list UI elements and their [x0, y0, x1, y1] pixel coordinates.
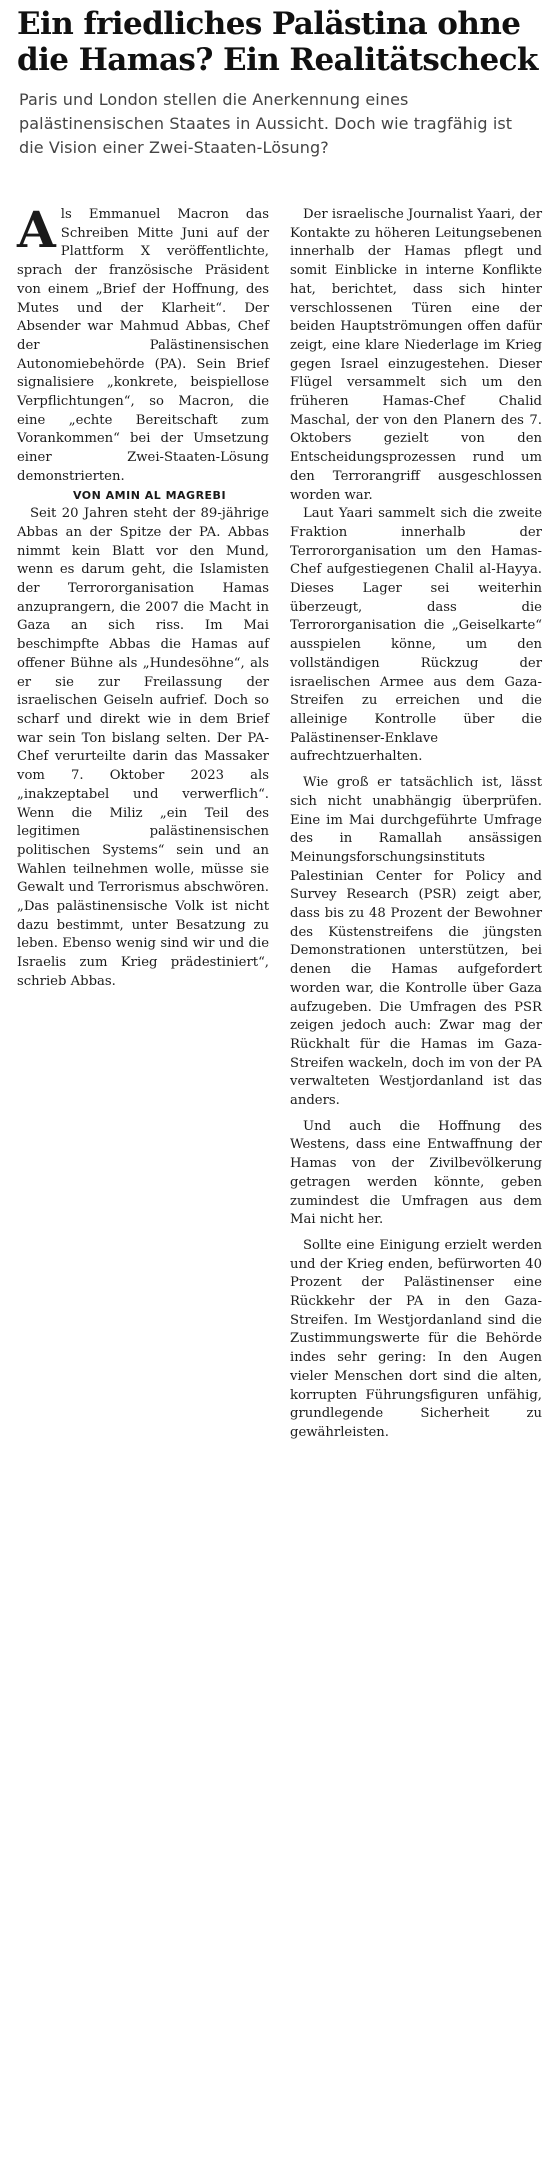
paragraph: Der israelische Journalist Yaari, der Kontakte zu höheren Leitungsebenen innerhalb der Hamas pflegt und somit Einblicke in interne Konflikte hat, berichtet, dass sich hinter verschlossenen Türen eine der beiden Hauptströmungen offen dafür zeigt, eine klare Niederlage im Krieg gegen Israel einzugestehen. Dieser Flügel versammelt sich um den früheren Hamas-Chef Chalid Maschal, der von den Planern des 7. Oktobers gezielt von den Entscheidungsprozessen rund um den Terrorangriff ausgeschlossen worden war. — [290, 207, 542, 503]
headline: Ein friedliches Palästina ohne die Hamas? Ein Realitätscheck — [17, 6, 538, 78]
paragraph: Und auch die Hoffnung des Westens, dass eine Entwaffnung der Hamas von der Zivilbevölkerung getragen werden könnte, geben zumindest die Umfragen aus dem Mai nicht her. — [290, 1118, 542, 1228]
column-right — [290, 206, 542, 1443]
paragraph: Wie groß er tatsächlich ist, lässt sich nicht unabhängig überprüfen. Eine im Mai durchgeführte Umfrage des in Ramallah ansässigen Meinungsforschungsinstituts Palestinian Center for Policy and Survey Research (PSR) zeigt aber, dass bis zu 48 Prozent der Bewohner des Küstenstreifens die jüngsten Demonstrationen unterstützen, bei denen die Hamas aufgefordert worden war, die Kontrolle über Gaza aufzugeben. Die Umfragen des PSR zeigen jedoch auch: Zwar mag der Rückhalt für die Hamas im Gaza-Streifen wackeln, doch im von der PA verwalteten Westjordanland ist das anders. — [290, 775, 542, 1109]
paragraph: Laut Yaari sammelt sich die zweite Fraktion innerhalb der Terrororganisation um den Hamas-Chef aufgestiegenen Chalil al-Hayya. Dieses Lager sei weiterhin überzeugt, dass die Terrororganisation die „Geiselkarte“ ausspielen könne, um den vollständigen Rückzug der israelischen Armee aus dem Gaza-Streifen zu erreichen und die alleinige Kontrolle über die Palästinenser-Enklave aufrechtzuerhalten. — [290, 506, 542, 765]
paragraph: Sollte eine Einigung erzielt werden und der Krieg enden, befürworten 40 Prozent der Palästinenser eine Rückkehr der PA in den Gaza-Streifen. Im Westjordanland sind die Zustimmungswerte für die Behörde indes sehr gering: In den Augen vieler Menschen dort sind die alten, korrupten Führungsfiguren unfähig, grundlegende Sicherheit zu gewährleisten. — [290, 1237, 542, 1440]
byline: VON AMIN AL MAGREBI — [72, 488, 227, 502]
paragraph: Seit 20 Jahren steht der 89-jährige Abbas an der Spitze der PA. Abbas nimmt kein Blatt vor den Mund, wenn es darum geht, die Islamisten der Terrororganisation Hamas anzuprangern, die 2007 die Macht in Gaza an sich riss. Im Mai beschimpfte Abbas die Hamas auf offener Bühne als „Hundesöhne“, als er sie zur Freilassung der israelischen Geiseln aufrief. Doch so scharf und direkt wie in dem Brief war sein Ton bislang selten. Der PA-Chef verurteilte darin das Massaker vom 7. Oktober 2023 als „inakzeptabel und verwerflich“. Wenn die Miliz „ein Teil des legitimen palästinensischen politischen Systems“ sein und an Wahlen teilnehmen wolle, müsse sie Gewalt und Terrorismus abschwören. „Das palästinensische Volk ist nicht dazu bestimmt, unter Besatzung zu leben. Ebenso wenig sind wir und die Israelis zum Krieg prädestiniert“, schrieb Abbas. — [17, 506, 269, 989]
intro-paragraph: Als Emmanuel Macron das Schreiben Mitte Juni auf der Plattform X veröffentlichte, sprach der französische Präsident von einem „Brief der Hoffnung, des Mutes und der Klarheit“. Der Absender war Mahmud Abbas, Chef der Palästinensischen Autonomiebehörde (PA). Sein Brief signalisiere „konkrete, beispiellose Verpflichtungen“, so Macron, die eine „echte Bereitschaft zum Vorankommen“ bei der Umsetzung einer Zwei-Staaten-Lösung demonstrierten. — [17, 200, 269, 484]
column-left — [17, 200, 269, 1443]
lead-paragraph: Paris und London stellen die Anerkennung eines palästinensischen Staates in Aussicht. Doch wie tragfähig ist die Vision einer Zwei-Staaten-Lösung? — [19, 90, 513, 157]
article-body — [17, 200, 542, 1443]
